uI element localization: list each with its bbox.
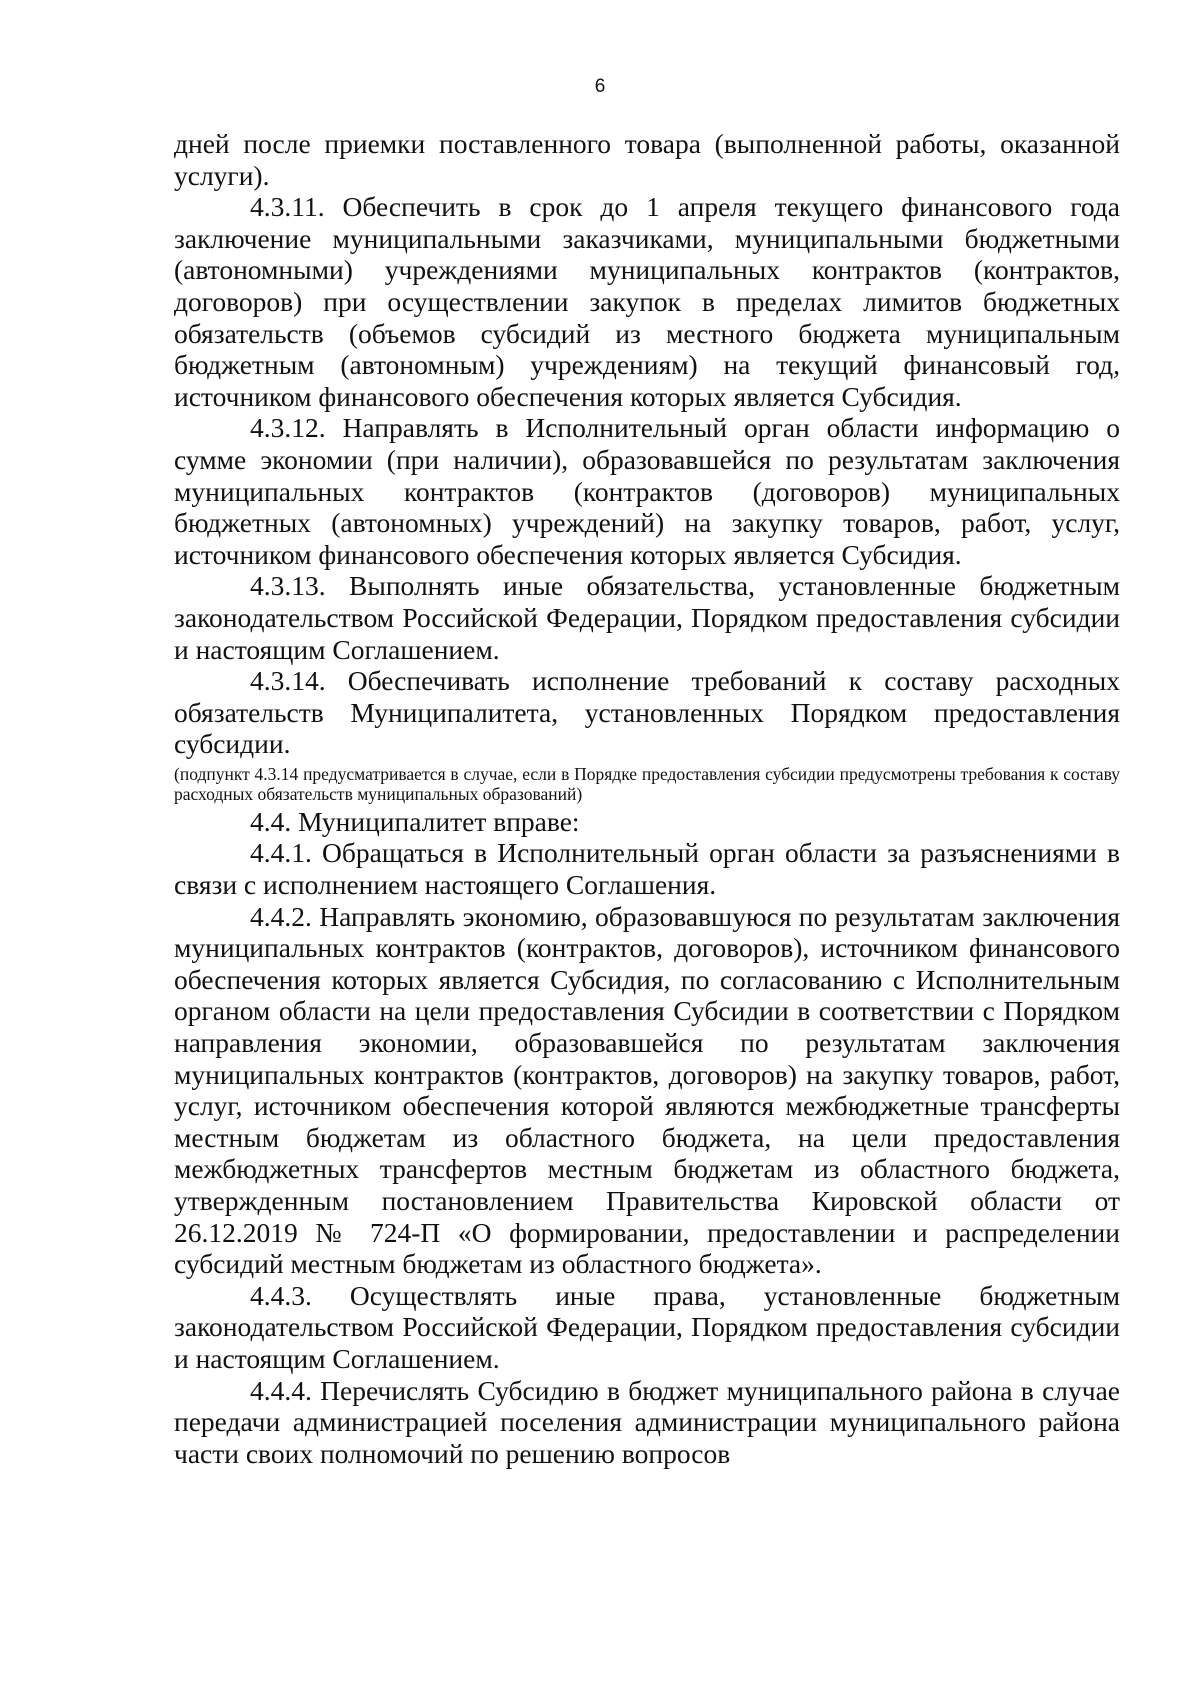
- paragraph-4-3-13: 4.3.13. Выполнять иные обязательства, установленные бюджетным законодательством Российской Федерации, Порядком предоставления субсидии и настоящим Соглашением.: [174, 570, 1120, 665]
- footnote-4-3-14: (подпункт 4.3.14 предусматривается в случае, если в Порядке предоставления субсидии предусмотрены требования к составу расходных обязательств муниципальных образований): [174, 763, 1120, 804]
- page-number: 6: [594, 76, 606, 97]
- paragraph-4-4: 4.4. Муниципалитет вправе:: [250, 805, 580, 837]
- paragraph-continuation: дней после приемки поставленного товара (выполненной работы, оказанной услуги).: [174, 128, 1120, 191]
- paragraph-4-4-1: 4.4.1. Обращаться в Исполнительный орган области за разъяснениями в связи с исполнением настоящего Соглашения.: [174, 837, 1120, 901]
- paragraph-4-3-14: 4.3.14. Обеспечивать исполнение требований к составу расходных обязательств Муниципалитета, установленных Порядком предоставления субсидии.: [174, 665, 1120, 760]
- paragraph-4-4-4: 4.4.4. Перечислять Субсидию в бюджет муниципального района в случае передачи администрацией поселения администрации муниципального района части своих полномочий по решению вопросов: [174, 1374, 1120, 1469]
- paragraph-4-4-2: 4.4.2. Направлять экономию, образовавшуюся по результатам заключения муниципальных контрактов (контрактов, договоров), источником финансового обеспечения которых является Субсидия, по согласованию с Исполнительным органом области на цели предоставления Субсидии в соответствии с Порядком направления экономии, образовавшейся по результатам заключения муниципальных контрактов (контрактов, договоров) на закупку товаров, работ, услуг, источником обеспечения которой являются межбюджетные трансферты местным бюджетам из областного бюджета, на цели предоставления межбюджетных трансфертов местным бюджетам из областного бюджета, утвержденным постановлением Правительства Кировской области от 26.12.2019 № 724-П «О формировании, предоставлении и распределении субсидий местным бюджетам из областного бюджета».: [174, 900, 1120, 1280]
- paragraph-4-3-11: 4.3.11. Обеспечить в срок до 1 апреля текущего финансового года заключение муниципальными заказчиками, муниципальными бюджетными (автономными) учреждениями муниципальных контрактов (контрактов, договоров) при осуществлении закупок в пределах лимитов бюджетных обязательств (объемов субсидий из местного бюджета муниципальным бюджетным (автономным) учреждениям) на текущий финансовый год, источником финансового обеспечения которых является Субсидия.: [174, 191, 1120, 412]
- paragraph-4-4-3: 4.4.3. Осуществлять иные права, установленные бюджетным законодательством Российской Федерации, Порядком предоставления субсидии и настоящим Соглашением.: [174, 1279, 1120, 1374]
- paragraph-4-3-12: 4.3.12. Направлять в Исполнительный орган области информацию о сумме экономии (при наличии), образовавшейся по результатам заключения муниципальных контрактов (контрактов (договоров) муниципальных бюджетных (автономных) учреждений) на закупку товаров, работ, услуг, источником финансового обеспечения которых является Субсидия.: [174, 412, 1120, 570]
- document-body: [174, 128, 1120, 1469]
